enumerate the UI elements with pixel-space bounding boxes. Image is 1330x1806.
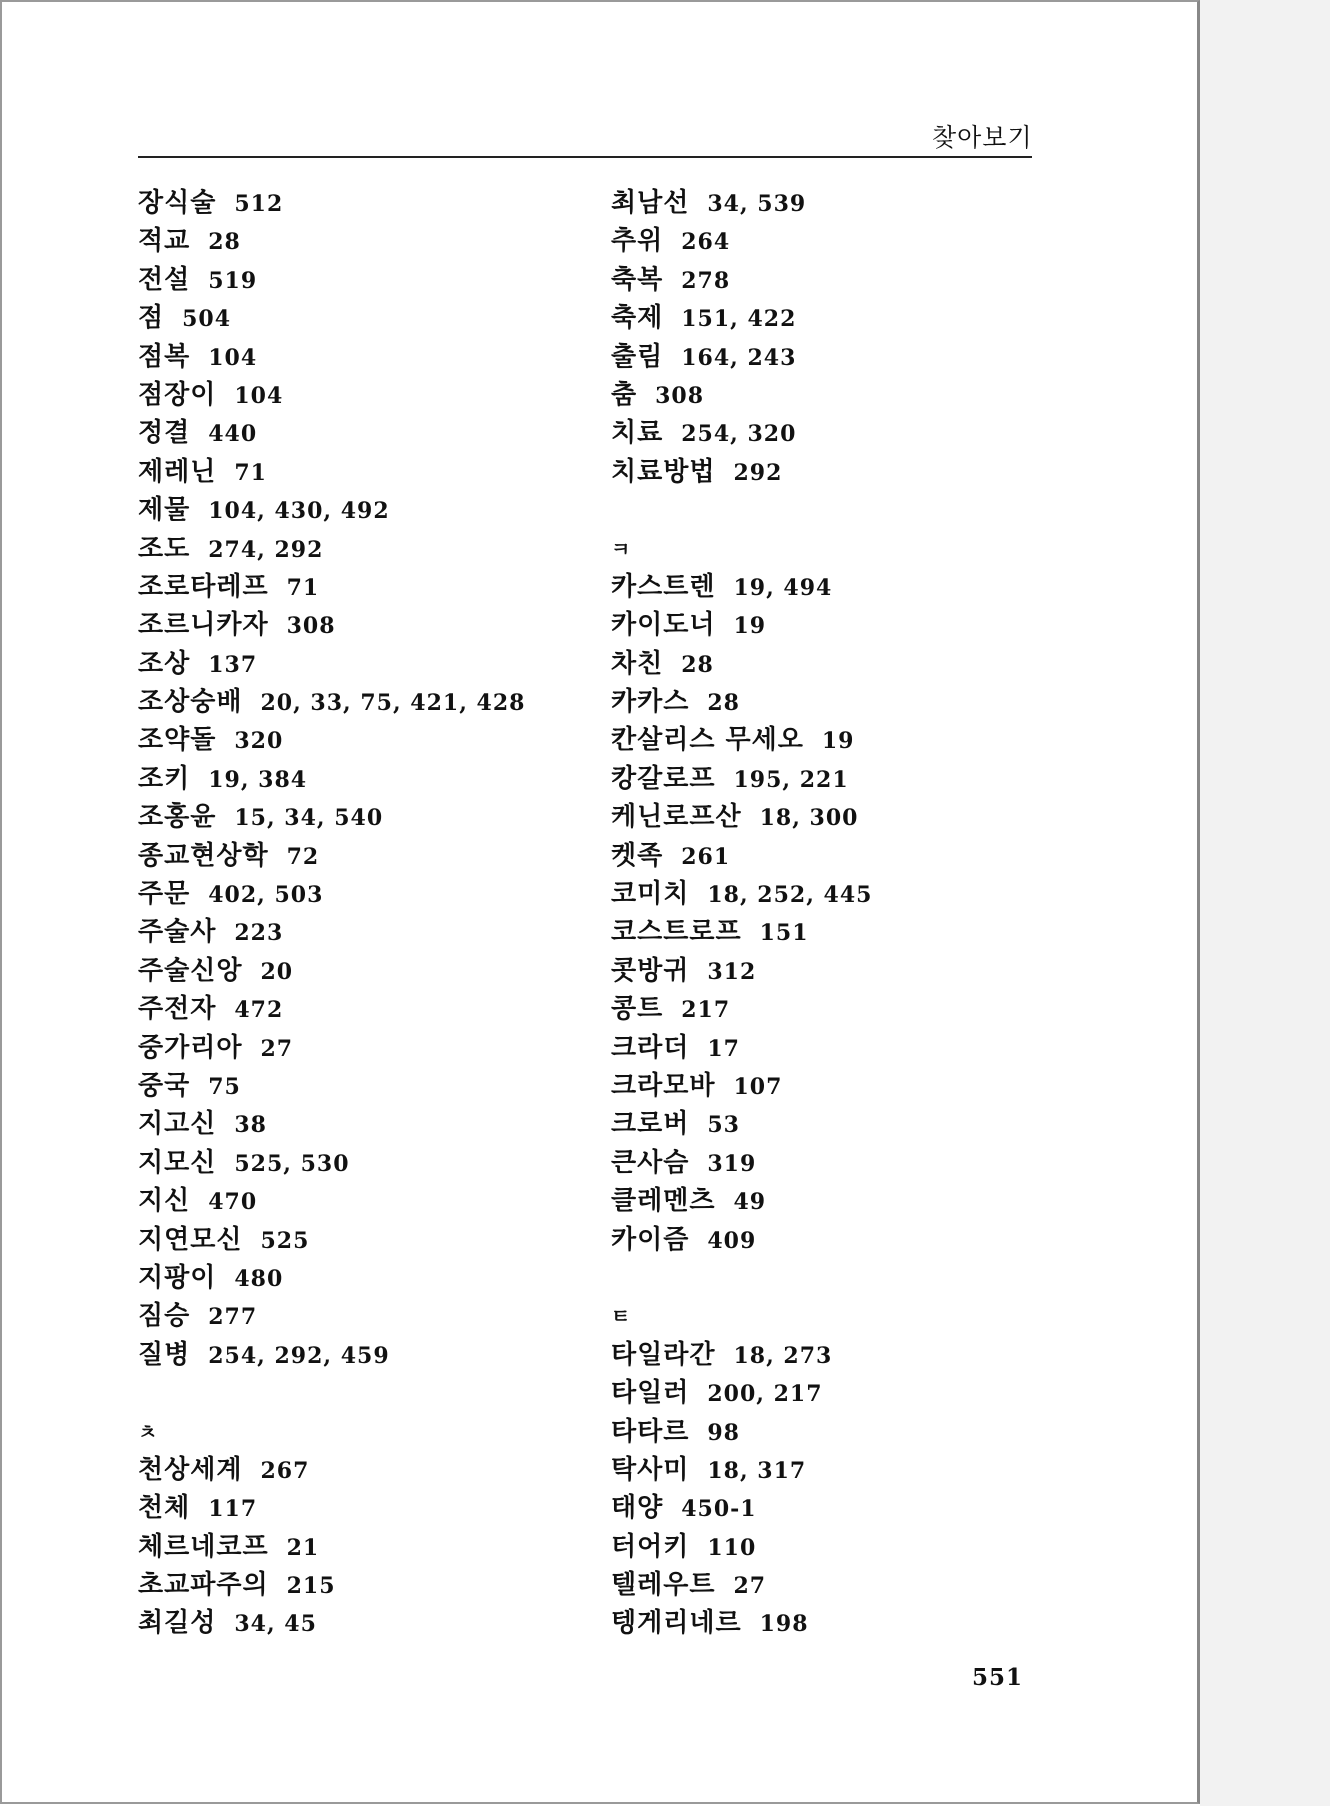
index-term: 최길성 — [138, 1608, 217, 1639]
index-term: 점 — [138, 303, 165, 334]
index-term: 차친 — [611, 648, 664, 679]
index-page-refs: 409 — [707, 1227, 757, 1254]
index-page-refs: 19 — [733, 613, 767, 640]
index-entry — [611, 1451, 872, 1489]
index-entry — [611, 568, 872, 606]
index-entry — [611, 1144, 872, 1182]
page-margin-background — [1200, 0, 1330, 1806]
index-entry — [611, 1336, 872, 1374]
index-term: 체르네코프 — [138, 1531, 269, 1562]
index-term: 크라모바 — [611, 1070, 716, 1101]
index-entry — [611, 1566, 872, 1604]
index-term: 제물 — [138, 495, 191, 526]
index-term: 점복 — [138, 341, 191, 372]
index-entry — [138, 414, 525, 452]
index-entry — [138, 875, 525, 913]
index-page-refs: 18, 252, 445 — [707, 882, 873, 909]
index-entry — [611, 1604, 872, 1642]
index-entry — [138, 1144, 525, 1182]
index-page-refs: 504 — [182, 306, 232, 333]
index-entry — [138, 1566, 525, 1604]
index-page-refs: 21 — [286, 1534, 320, 1561]
index-term: 주전자 — [138, 994, 217, 1025]
index-entry — [611, 952, 872, 990]
index-term: 짐승 — [138, 1301, 191, 1332]
index-term: 주문 — [138, 879, 191, 910]
index-entry — [138, 1029, 525, 1067]
index-page-refs: 312 — [707, 958, 757, 985]
index-page-refs: 217 — [681, 997, 731, 1024]
index-page-refs: 319 — [707, 1150, 757, 1177]
index-term: 코스트로프 — [611, 917, 742, 948]
index-entry — [611, 1067, 872, 1105]
index-page-refs: 28 — [707, 690, 740, 717]
index-term: 카카스 — [611, 687, 690, 718]
index-term: 조르니카자 — [138, 610, 269, 641]
index-page-refs: 137 — [208, 651, 258, 678]
index-term: 조상숭배 — [138, 687, 243, 718]
index-term: 치료 — [611, 418, 664, 449]
index-entry — [138, 222, 525, 260]
index-term: 지팡이 — [138, 1262, 217, 1293]
index-entry — [611, 760, 872, 798]
index-term: 칸살리스 무세오 — [611, 725, 804, 756]
index-entry — [138, 952, 525, 990]
index-term: 종교현상학 — [138, 840, 269, 871]
index-page-refs: 292 — [733, 459, 783, 486]
index-entry — [611, 606, 872, 644]
index-term: 치료방법 — [611, 456, 716, 487]
section-spacer — [611, 491, 872, 529]
index-entry — [611, 990, 872, 1028]
page-number: 551 — [972, 1664, 1024, 1691]
index-term: 전설 — [138, 264, 191, 295]
index-entry — [611, 1528, 872, 1566]
index-entry — [138, 1182, 525, 1220]
index-term: 주술사 — [138, 917, 217, 948]
index-term: 조약돌 — [138, 725, 217, 756]
index-term: 콩트 — [611, 994, 664, 1025]
index-term: 텡게리네르 — [611, 1608, 742, 1639]
index-entry — [138, 338, 525, 376]
index-page-refs: 71 — [286, 574, 320, 601]
index-page-refs: 308 — [655, 382, 705, 409]
index-page-refs: 308 — [286, 613, 336, 640]
index-page-refs: 71 — [234, 459, 267, 486]
index-page-refs: 198 — [759, 1611, 809, 1638]
index-entry — [611, 184, 872, 222]
index-entry — [138, 798, 525, 836]
index-term: 크로버 — [611, 1109, 690, 1140]
section-heading-letter: ㅊ — [138, 1419, 158, 1444]
index-term: 케닌로프산 — [611, 802, 742, 833]
index-term: 큰사슴 — [611, 1147, 690, 1178]
index-page-refs: 525, 530 — [234, 1150, 350, 1177]
index-page-refs: 525 — [260, 1227, 310, 1254]
index-page-refs: 472 — [234, 997, 284, 1024]
index-page-refs: 117 — [208, 1496, 258, 1523]
index-term: 카이도너 — [611, 610, 716, 641]
index-entry — [138, 1067, 525, 1105]
index-term: 추위 — [611, 226, 664, 257]
index-entry — [138, 606, 525, 644]
index-term: 축복 — [611, 264, 664, 295]
header-rule — [138, 156, 1032, 158]
index-page-refs: 104 — [234, 382, 284, 409]
index-page-refs: 28 — [681, 651, 714, 678]
index-term: 조키 — [138, 763, 191, 794]
index-entry — [611, 1374, 872, 1412]
index-page-refs: 17 — [707, 1035, 740, 1062]
index-page-refs: 480 — [234, 1265, 284, 1292]
index-entry — [138, 913, 525, 951]
section-spacer — [611, 1259, 872, 1297]
index-page-refs: 267 — [260, 1457, 310, 1484]
index-term: 조상 — [138, 648, 191, 679]
index-page-refs: 19, 494 — [733, 574, 833, 601]
index-term: 타일러 — [611, 1378, 690, 1409]
index-page-refs: 49 — [733, 1189, 767, 1216]
index-page-refs: 278 — [681, 267, 731, 294]
index-entry — [138, 645, 525, 683]
index-term: 제레닌 — [138, 456, 217, 487]
index-term: 카스트렌 — [611, 571, 716, 602]
index-page-refs: 164, 243 — [681, 344, 797, 371]
index-page-refs: 72 — [286, 843, 320, 870]
index-page-refs: 20, 33, 75, 421, 428 — [260, 690, 526, 717]
section-heading — [611, 530, 872, 568]
index-page-refs: 19 — [821, 728, 855, 755]
index-page-refs: 200, 217 — [707, 1381, 823, 1408]
index-entry — [138, 837, 525, 875]
index-page-refs: 215 — [286, 1573, 336, 1600]
index-entry — [611, 1489, 872, 1527]
index-page-refs: 18, 273 — [733, 1342, 833, 1369]
index-entry — [138, 1489, 525, 1527]
index-page-refs: 19, 384 — [208, 766, 308, 793]
index-term: 조홍윤 — [138, 802, 217, 833]
index-entry — [611, 837, 872, 875]
index-page-refs: 261 — [681, 843, 731, 870]
index-entry — [138, 453, 525, 491]
index-term: 탁사미 — [611, 1454, 690, 1485]
index-page-refs: 274, 292 — [208, 536, 324, 563]
index-term: 텔레우트 — [611, 1570, 716, 1601]
index-term: 지고신 — [138, 1109, 217, 1140]
index-entry — [138, 491, 525, 529]
index-term: 캉갈로프 — [611, 763, 716, 794]
index-page-refs: 440 — [208, 421, 258, 448]
index-term: 조로타레프 — [138, 571, 269, 602]
index-entry — [611, 414, 872, 452]
index-entry — [138, 683, 525, 721]
index-entry — [611, 875, 872, 913]
index-term: 콧방귀 — [611, 955, 690, 986]
section-spacer — [138, 1374, 525, 1412]
index-term: 점장이 — [138, 379, 217, 410]
index-term: 크라더 — [611, 1032, 690, 1063]
index-entry — [611, 376, 872, 414]
index-entry — [611, 798, 872, 836]
index-term: 지모신 — [138, 1147, 217, 1178]
index-term: 타일라간 — [611, 1339, 716, 1370]
section-heading — [611, 1297, 872, 1335]
index-page-refs: 18, 317 — [707, 1457, 807, 1484]
index-term: 켓족 — [611, 840, 664, 871]
index-entry — [611, 721, 872, 759]
index-entry — [138, 1528, 525, 1566]
index-term: 장식술 — [138, 188, 217, 218]
index-entry — [138, 1604, 525, 1642]
index-term: 정결 — [138, 418, 191, 449]
index-page-refs: 512 — [234, 191, 284, 217]
running-header-title: 찾아보기 — [932, 123, 1033, 152]
index-entry — [138, 1221, 525, 1259]
index-entry — [611, 1182, 872, 1220]
index-entry — [138, 1336, 525, 1374]
index-term: 태양 — [611, 1493, 664, 1524]
index-term: 적교 — [138, 226, 191, 257]
index-page-refs: 470 — [208, 1189, 258, 1216]
index-term: 출림 — [611, 341, 664, 372]
index-page-refs: 277 — [208, 1304, 258, 1331]
index-page-refs: 223 — [234, 920, 284, 947]
index-term: 천상세계 — [138, 1454, 243, 1485]
index-page-refs: 27 — [260, 1035, 294, 1062]
index-page-refs: 320 — [234, 728, 284, 755]
index-page-refs: 110 — [707, 1534, 757, 1561]
index-page-refs: 34, 539 — [707, 191, 807, 217]
index-column-left — [138, 184, 525, 1643]
index-entry — [611, 1221, 872, 1259]
index-entry — [138, 1259, 525, 1297]
section-heading-letter: ㅌ — [611, 1304, 631, 1329]
index-page-refs: 20 — [260, 958, 294, 985]
index-page-refs: 34, 45 — [234, 1611, 317, 1638]
index-term: 클레멘츠 — [611, 1186, 716, 1217]
index-entry — [138, 1105, 525, 1143]
index-page-refs: 18, 300 — [759, 805, 859, 832]
index-term: 지연모신 — [138, 1224, 243, 1255]
index-term: 지신 — [138, 1186, 191, 1217]
index-entry — [138, 760, 525, 798]
index-term: 중국 — [138, 1070, 191, 1101]
index-entry — [138, 261, 525, 299]
index-entry — [611, 299, 872, 337]
index-entry — [138, 1297, 525, 1335]
index-entry — [611, 338, 872, 376]
index-page-refs: 27 — [733, 1573, 767, 1600]
index-column-right — [611, 184, 872, 1643]
index-page-refs: 75 — [208, 1073, 241, 1100]
index-entry — [138, 376, 525, 414]
index-entry — [138, 568, 525, 606]
index-page-refs: 254, 292, 459 — [208, 1342, 390, 1369]
index-page-refs: 519 — [208, 267, 258, 294]
section-heading — [138, 1413, 525, 1451]
index-term: 코미치 — [611, 879, 690, 910]
index-entry — [611, 1105, 872, 1143]
index-entry — [611, 453, 872, 491]
index-entry — [138, 530, 525, 568]
index-entry — [138, 721, 525, 759]
index-term: 질병 — [138, 1339, 191, 1370]
index-page-refs: 53 — [707, 1112, 740, 1139]
index-term: 춤 — [611, 379, 638, 410]
index-page-refs: 254, 320 — [681, 421, 797, 448]
index-page-refs: 264 — [681, 229, 731, 256]
index-entry — [611, 683, 872, 721]
index-entry — [138, 990, 525, 1028]
index-term: 타타르 — [611, 1416, 690, 1447]
index-page-refs: 104 — [208, 344, 258, 371]
index-entry — [611, 261, 872, 299]
index-page-refs: 38 — [234, 1112, 267, 1139]
index-entry — [611, 1413, 872, 1451]
index-term: 축제 — [611, 303, 664, 334]
index-term: 터어키 — [611, 1531, 690, 1562]
index-term: 최남선 — [611, 188, 690, 218]
index-entry — [138, 299, 525, 337]
index-entry — [611, 222, 872, 260]
index-term: 주술신앙 — [138, 955, 243, 986]
index-term: 중가리아 — [138, 1032, 243, 1063]
index-term: 조도 — [138, 533, 191, 564]
index-page-refs: 15, 34, 540 — [234, 805, 384, 832]
index-page-refs: 98 — [707, 1419, 740, 1446]
index-page-refs: 151 — [759, 920, 809, 947]
index-term: 초교파주의 — [138, 1570, 269, 1601]
index-entry — [138, 1451, 525, 1489]
index-page-refs: 151, 422 — [681, 306, 797, 333]
index-page-refs: 402, 503 — [208, 882, 324, 909]
index-entry — [611, 1029, 872, 1067]
index-entry — [611, 913, 872, 951]
index-page-refs: 195, 221 — [733, 766, 849, 793]
index-entry — [611, 645, 872, 683]
index-page-refs: 450-1 — [681, 1496, 757, 1523]
section-heading-letter: ㅋ — [611, 536, 631, 561]
index-term: 천체 — [138, 1493, 191, 1524]
index-term: 카이즘 — [611, 1224, 690, 1255]
index-page-refs: 104, 430, 492 — [208, 498, 390, 525]
index-page-refs: 28 — [208, 229, 241, 256]
index-entry — [138, 184, 525, 222]
index-page-refs: 107 — [733, 1073, 783, 1100]
